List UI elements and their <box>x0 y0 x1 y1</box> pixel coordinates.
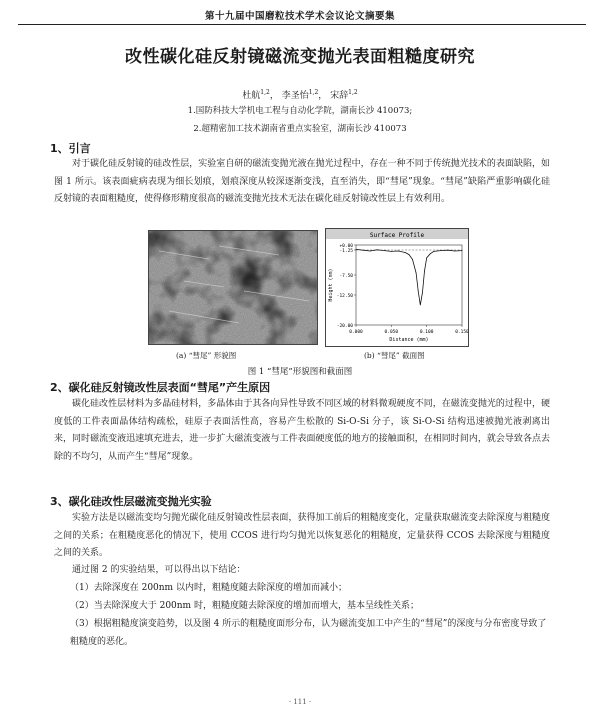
y-tick-label: -20.00 <box>336 324 353 329</box>
cause-paragraph: 碳化硅改性层材料为多晶硅材料，多晶体由于其各向异性导致不同区域的材料微观硬度不同，在磁流变抛光的过程中，硬度低的工件表面晶体结构疏松，硅原子表面活性高，容易产生松散的 Si-O-Si 分子，该 Si-O-Si 结构迅速被抛光液剥离出来，同时磁流变液迅速填充进去，进一步扩大磁流变液与工件表面硬度低的地方的接触面积，在相同时间内，就会导致各点去除的不均匀，从而产生“彗尾”现象。 <box>54 399 550 462</box>
conclusion-item: （3）根据粗糙度演变趋势，以及图 4 所示的粗糙度面形分布，认为磁流变加工中产生的“彗尾”的深度与分布密度导致了粗糙度的恶化。 <box>70 619 547 647</box>
figure-1-caption: 图 1 “彗尾”形貌图和截面图 <box>247 367 353 377</box>
profile-point <box>447 250 448 251</box>
y-tick-label: -12.50 <box>336 294 353 299</box>
profile-point <box>356 249 357 250</box>
x-tick-label: 0.150 <box>455 330 468 335</box>
profile-point <box>405 252 406 253</box>
x-tick-label: 0.000 <box>349 330 363 335</box>
chart-title: Surface Profile <box>369 232 425 239</box>
profile-point <box>391 251 392 252</box>
subcaption-a: (a) “彗尾” 形貌图 <box>176 351 237 360</box>
profile-point <box>418 291 419 292</box>
author-list: 杜航$^{1,2}$， 李圣怡$^{1,2}$， 宋辞$^{1,2}$ <box>242 89 358 101</box>
affiliation-1: 1.国防科技大学机电工程与自动化学院，湖南长沙 410073; <box>187 106 413 116</box>
profile-point <box>430 253 431 254</box>
running-header: 第十九届中国磨粒技术学术会议论文摘要集 <box>204 11 395 22</box>
conclusion-item: （2）当去除深度大于 200nm 时，粗糙度随去除深度的增加而增大，基本呈线性关系； <box>70 601 419 611</box>
profile-point <box>424 271 425 272</box>
section-heading-intro: 1、引言 <box>50 142 91 155</box>
y-tick-label: -1.25 <box>339 249 353 254</box>
profile-point <box>455 251 456 252</box>
y-tick-label: +0.00 <box>339 244 353 249</box>
x-tick-label: 0.050 <box>384 330 399 335</box>
paper-title: 改性碳化硅反射镜磁流变抛光表面粗糙度研究 <box>125 47 475 67</box>
profile-point <box>384 250 385 251</box>
profile-point <box>422 293 423 294</box>
profile-point <box>412 259 413 260</box>
author-name: 宋辞 <box>330 91 349 101</box>
intro-paragraph: 对于碳化硅反射镜的硅改性层，实验室自研的磁流变抛光液在抛光过程中，存在一种不同于传统抛光技术的表面缺陷，如图 1 所示。该表面疵病表现为细长划痕，划痕深度从较深逐渐变浅，直至消失，即“彗尾”现象。“彗尾”缺陷严重影响碳化硅反射镜的表面粗糙度，使得修形精度很高的磁流变抛光技术无法在碳化硅反射镜改性层上有效利用。 <box>54 159 550 204</box>
section-heading-cause: 2、碳化硅反射镜改性层表面“彗尾”产生原因 <box>50 381 271 394</box>
author-name: 杜航 <box>242 91 261 101</box>
header-rule <box>18 24 586 25</box>
author-sup: 1,2 <box>308 89 319 96</box>
profile-point <box>377 249 378 250</box>
experiment-paragraph: 实验方法是以磁流变均匀抛光碳化硅反射镜改性层表面，获得加工前后的粗糙度变化，定量获取磁流变去除深度与粗糙度之间的关系；在粗糙度恶化的情况下，使用 CCOS 进行均匀抛光以恢复恶化的粗糙度，定量获得 CCOS 去除深度与粗糙度之间的关系。 <box>54 513 550 558</box>
author-sup: 1,2 <box>260 89 270 96</box>
profile-point <box>416 273 417 274</box>
author-name: 李圣怡 <box>281 91 309 101</box>
page-number: · 111 · <box>288 698 312 706</box>
surface-profile-chart <box>325 228 469 347</box>
profile-point <box>363 250 364 251</box>
profile-point <box>370 251 371 252</box>
x-tick-label: 0.100 <box>419 330 434 335</box>
profile-point <box>462 250 463 251</box>
subcaption-b: (b) “彗尾” 截面图 <box>364 351 425 360</box>
profile-point <box>420 305 421 306</box>
profile-point <box>433 251 434 252</box>
profile-point <box>426 257 427 258</box>
profile-point <box>398 251 399 252</box>
section-heading-experiment: 3、碳化硅改性层磁流变抛光实验 <box>50 495 212 508</box>
profile-point <box>440 250 441 251</box>
affiliation-2: 2.超精密加工技术湖南省重点实验室，湖南长沙 410073 <box>193 124 407 134</box>
comet-tail-morphology-image <box>148 230 318 345</box>
profile-series-line <box>356 249 462 305</box>
y-tick-label: -7.50 <box>339 274 353 279</box>
x-axis-label: Distance (mm) <box>389 337 429 343</box>
plot-frame <box>356 245 462 325</box>
conclusion-item: （1）去除深度在 200nm 以内时，粗糙度随去除深度的增加而减小； <box>70 583 347 593</box>
conclusion-lead: 通过图 2 的实验结果，可以得出以下结论： <box>72 565 246 575</box>
y-axis-label: Height (nm) <box>328 268 334 302</box>
profile-point <box>409 254 410 255</box>
author-sup: 1,2 <box>348 89 358 96</box>
